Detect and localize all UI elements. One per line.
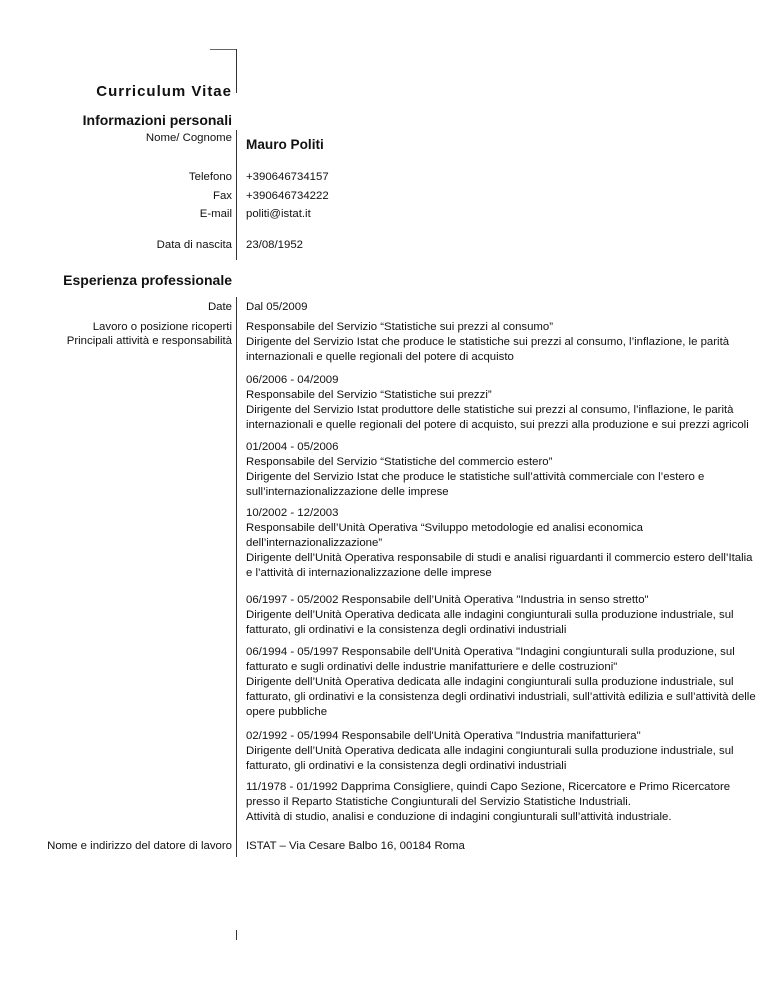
experience-entry (246, 320, 730, 365)
person-name: Mauro Politi (246, 137, 324, 152)
bottom-mark (236, 930, 237, 940)
entry-line: 06/1997 - 05/2002 Responsabile dell’Unità Operativa "Industria in senso stretto" (246, 594, 649, 606)
entry-line: 11/1978 - 01/1992 Dapprima Consigliere, quindi Capo Sezione, Ricercatore e Primo Ricercatore (246, 781, 731, 793)
entry-line: fatturato, gli ordinativi e la consistenza degli ordinativi industriali (246, 760, 567, 772)
experience-entry (246, 780, 731, 825)
entry-line: Dirigente dell’Unità Operativa dedicata alle indagini congiunturali sulla produzione industriale, sul (246, 676, 734, 688)
entry-line: 01/2004 - 05/2006 (246, 441, 339, 453)
entry-line: opere pubbliche (246, 706, 328, 718)
employer-value: ISTAT – Via Cesare Balbo 16, 00184 Roma (246, 840, 465, 852)
experience-entry (246, 729, 734, 774)
experience-entry (246, 440, 726, 500)
entry-line: Responsabile dell’Unità Operativa “Sviluppo metodologie ed analisi economica (246, 522, 644, 534)
role-label: Lavoro o posizione ricoperti (92, 321, 232, 333)
entry-line: presso il Reparto Statistiche Congiunturali del Servizio Statistiche Industriali. (246, 796, 631, 808)
experience-entry (246, 645, 756, 720)
entry-line: Responsabile del Servizio “Statistiche sui prezzi al consumo” (246, 321, 554, 333)
email-label: E-mail (199, 208, 232, 220)
entry-line: Dirigente del Servizio Istat produttore delle statistiche sui prezzi al consumo, l’inflazione, le parità (246, 404, 734, 416)
activities-label: Principali attività e responsabilità (66, 335, 232, 347)
birth-value: 23/08/1952 (246, 239, 304, 251)
cv-title: Curriculum Vitae (96, 83, 232, 100)
experience-entry (246, 506, 753, 581)
entry-line: 02/1992 - 05/1994 Responsabile dell'Unità Operativa "Industria manifatturiera" (246, 730, 641, 742)
entry-line: Responsabile del Servizio “Statistiche del commercio estero” (246, 456, 553, 468)
employer-label: Nome e indirizzo del datore di lavoro (47, 840, 232, 852)
entry-line: Responsabile del Servizio “Statistiche sui prezzi” (246, 389, 492, 401)
phone-value: +390646734157 (246, 171, 329, 183)
entry-line: Dirigente del Servizio Istat che produce le statistiche sull’attività commerciale con l’estero e (246, 471, 705, 483)
top-rule (210, 49, 237, 50)
birth-label: Data di nascita (156, 239, 232, 251)
date-value: Dal 05/2009 (246, 301, 308, 313)
entry-line: dell’internazionalizzazione” (246, 537, 383, 549)
frame-line (236, 49, 237, 93)
entry-line: e l’attività di internazionalizzazione delle imprese (246, 567, 492, 579)
entry-line: 06/2006 - 04/2009 (246, 374, 339, 386)
email-value[interactable]: politi@istat.it (246, 208, 311, 220)
personal-info-heading: Informazioni personali (82, 112, 232, 128)
entry-line: fatturato, gli ordinativi e la consistenza degli ordinativi industriali, sull’attività edilizia e sull’attività delle (246, 691, 756, 703)
phone-label: Telefono (188, 171, 232, 183)
name-label: Nome/ Cognome (145, 132, 232, 144)
entry-line: sull’internazionalizzazione delle imprese (246, 486, 449, 498)
experience-entry (246, 593, 734, 638)
entry-line: Dirigente dell’Unità Operativa responsabile di studi e analisi riguardanti il commercio estero dell’Italia (246, 552, 753, 564)
entry-line: fatturato e sugli ordinativi delle industrie manifatturiere e delle costruzioni" (246, 661, 618, 673)
entry-line: 06/1994 - 05/1997 Responsabile dell'Unità Operativa "Indagini congiunturali sulla produzione, sul (246, 646, 735, 658)
fax-value: +390646734222 (246, 190, 329, 202)
experience-entry (246, 373, 749, 433)
entry-line: Dirigente dell’Unità Operativa dedicata alle indagini congiunturali sulla produzione industriale, sul (246, 745, 734, 757)
experience-heading: Esperienza professionale (63, 272, 232, 288)
entry-line: internazionali e quelle regionali del potere di acquisto (246, 351, 514, 363)
fax-label: Fax (213, 190, 232, 202)
entry-line: internazionali e quelle regionali del potere di acquisto, sui prezzi alla produzione e sui prezzi agricoli (246, 419, 749, 431)
column-divider-main (236, 297, 237, 857)
entry-line: Attività di studio, analisi e conduzione di indagini congiunturali sull’attività industriale. (246, 811, 672, 823)
entry-line: Dirigente dell’Unità Operativa dedicata alle indagini congiunturali sulla produzione industriale, sul (246, 609, 734, 621)
entry-line: Dirigente del Servizio Istat che produce le statistiche sui prezzi al consumo, l’inflazione, le parità (246, 336, 730, 348)
entry-line: fatturato, gli ordinativi e la consistenza degli ordinativi industriali (246, 624, 567, 636)
column-divider-top (236, 130, 237, 260)
date-label: Date (207, 301, 232, 313)
entry-line: 10/2002 - 12/2003 (246, 507, 339, 519)
